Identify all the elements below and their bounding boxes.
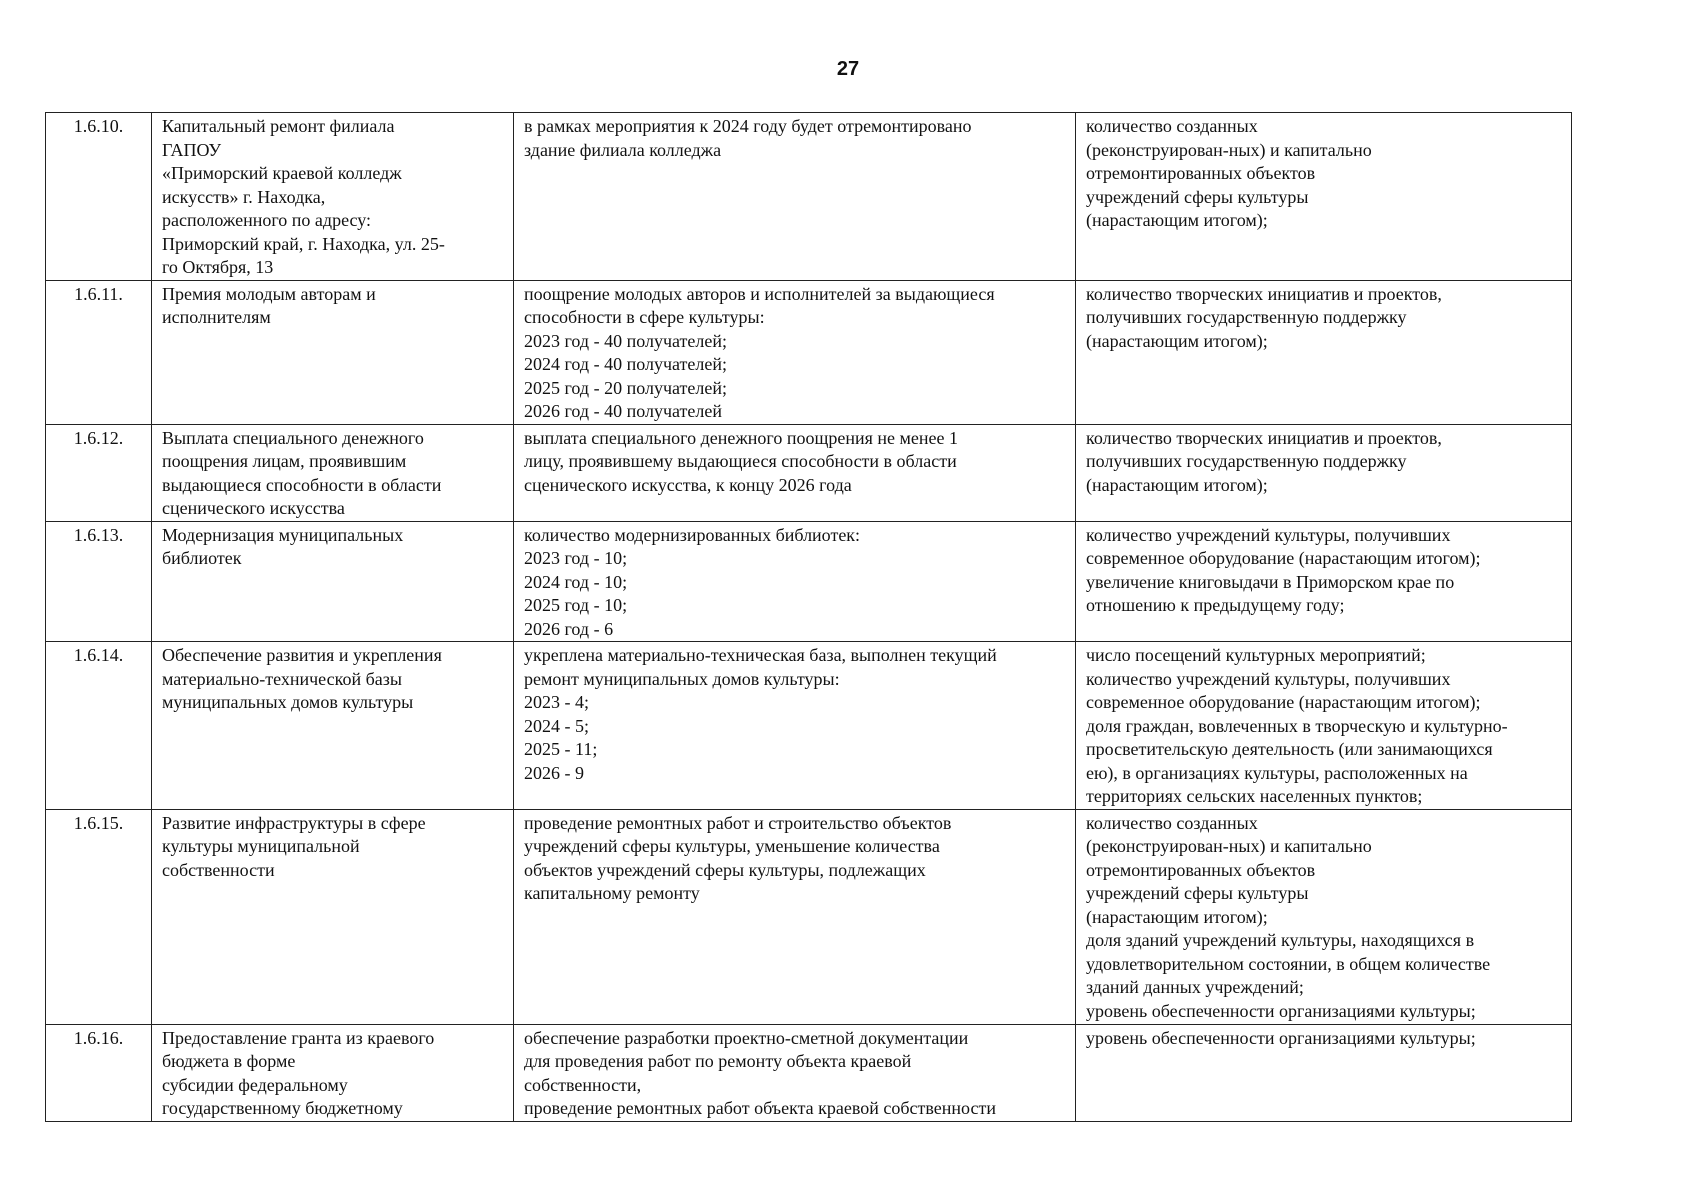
row-number-cell (46, 809, 152, 1024)
measure-name-line: собственности (162, 859, 275, 880)
measure-name-line: материально-технической базы (162, 668, 402, 689)
indicator-line: получивших государственную поддержку (1086, 451, 1407, 471)
measure-name-cell (152, 642, 514, 810)
indicator-line: доля зданий учреждений культуры, находящихся в (1086, 930, 1475, 950)
expected-result-line: поощрение молодых авторов и исполнителей за выдающиеся (524, 283, 995, 304)
measure-name-cell (152, 809, 514, 1024)
indicator-line: получивших государственную поддержку (1086, 307, 1407, 327)
indicator-line: (нарастающим итогом); (1086, 330, 1268, 351)
row-number-cell (46, 424, 152, 521)
measure-name-line: Обеспечение развития и укрепления (162, 645, 442, 665)
expected-result-line: способности в сфере культуры: (524, 307, 765, 327)
indicator-line: (нарастающим итогом); (1086, 474, 1268, 495)
indicator-line: учреждений сферы культуры (1086, 883, 1309, 903)
measure-name-line: Модернизация муниципальных (162, 524, 404, 545)
table-row (46, 280, 1572, 424)
measure-name-line: исполнителям (162, 307, 271, 327)
expected-result-cell (514, 280, 1076, 424)
indicator-cell (1076, 642, 1572, 810)
measure-name-line: го Октября, 13 (162, 257, 274, 277)
expected-result-line: 2025 - 11; (524, 739, 598, 759)
row-number-cell (46, 113, 152, 281)
indicator-line: (реконструирован-ных) и капитально (1086, 139, 1372, 160)
indicator-line: количество созданных (1086, 116, 1258, 136)
indicator-line: (реконструирован-ных) и капитально (1086, 836, 1372, 856)
measure-name-line: искусств» г. Находка, (162, 186, 326, 207)
expected-result-line: капитальному ремонту (524, 883, 700, 903)
measure-name-cell (152, 280, 514, 424)
table-row (46, 809, 1572, 1024)
measure-name-line: бюджета в форме (162, 1051, 296, 1071)
indicator-line: зданий данных учреждений; (1086, 977, 1304, 997)
expected-result-line: количество модернизированных библиотек: (524, 524, 861, 545)
measure-name-line: сценического искусства (162, 498, 345, 518)
indicator-line: современное оборудование (нарастающим итогом); (1086, 548, 1481, 568)
indicator-line: удовлетворительном состоянии, в общем количестве (1086, 953, 1491, 974)
expected-result-line: в рамках мероприятия к 2024 году будет отремонтировано (524, 116, 972, 136)
expected-result-line: обеспечение разработки проектно-сметной документации (524, 1027, 969, 1048)
measure-name-cell (152, 1024, 514, 1121)
indicator-cell (1076, 280, 1572, 424)
expected-result-line: проведение ремонтных работ и строительство объектов (524, 812, 952, 833)
expected-result-line: учреждений сферы культуры, уменьшение количества (524, 836, 940, 856)
indicator-line: (нарастающим итогом); (1086, 906, 1268, 927)
row-number: 1.6.12. (73, 427, 124, 448)
indicator-line: современное оборудование (нарастающим итогом); (1086, 692, 1481, 712)
expected-result-line: 2026 год - 6 (524, 618, 614, 639)
expected-result-line: ремонт муниципальных домов культуры: (524, 668, 840, 689)
expected-result-line: лицу, проявившему выдающиеся способности в области (524, 451, 957, 471)
expected-result-line: 2024 год - 10; (524, 571, 628, 592)
indicator-line: количество творческих инициатив и проектов, (1086, 283, 1442, 304)
measure-name-line: расположенного по адресу: (162, 210, 372, 230)
measure-name-line: муниципальных домов культуры (162, 692, 414, 712)
measure-name-line: библиотек (162, 548, 242, 568)
measure-name-line: Предоставление гранта из краевого (162, 1027, 435, 1048)
measure-name-line: Приморский край, г. Находка, ул. 25- (162, 233, 445, 254)
measure-name-line: субсидии федеральному (162, 1074, 348, 1095)
row-number-cell (46, 642, 152, 810)
row-number: 1.6.10. (73, 116, 124, 136)
measure-name-line: «Приморский краевой колледж (162, 163, 402, 183)
expected-result-line: собственности, (524, 1074, 642, 1095)
indicator-line: (нарастающим итогом); (1086, 210, 1268, 230)
row-number-cell (46, 521, 152, 642)
expected-result-line: 2023 год - 10; (524, 548, 628, 568)
indicator-line: отремонтированных объектов (1086, 859, 1316, 880)
expected-result-line: 2024 - 5; (524, 715, 589, 736)
page-number: 27 (836, 58, 860, 80)
expected-result-line: 2025 год - 20 получателей; (524, 377, 727, 398)
expected-result-cell (514, 642, 1076, 810)
measure-name-line: Премия молодым авторам и (162, 283, 376, 304)
indicator-cell (1076, 521, 1572, 642)
measure-name-cell (152, 113, 514, 281)
expected-result-line: 2023 - 4; (524, 692, 589, 712)
row-number: 1.6.14. (73, 645, 124, 665)
expected-result-line: выплата специального денежного поощрения не менее 1 (524, 427, 959, 448)
row-number: 1.6.16. (73, 1027, 124, 1048)
expected-result-line: здание филиала колледжа (524, 139, 722, 160)
measure-name-line: культуры муниципальной (162, 836, 360, 856)
indicator-line: территориях сельских населенных пунктов; (1086, 786, 1423, 806)
row-number-cell (46, 1024, 152, 1121)
expected-result-cell (514, 809, 1076, 1024)
expected-result-cell (514, 521, 1076, 642)
indicator-line: количество учреждений культуры, получивших (1086, 668, 1451, 689)
measure-name-cell (152, 424, 514, 521)
expected-result-line: 2023 год - 40 получателей; (524, 330, 727, 351)
indicator-line: число посещений культурных мероприятий; (1086, 645, 1426, 665)
indicator-line: количество учреждений культуры, получивших (1086, 524, 1451, 545)
table-body (46, 113, 1572, 1122)
measure-name-line: выдающиеся способности в области (162, 474, 442, 495)
measure-name-line: ГАПОУ (162, 139, 222, 160)
expected-result-cell (514, 113, 1076, 281)
table-row (46, 642, 1572, 810)
row-number-cell (46, 280, 152, 424)
table-row (46, 521, 1572, 642)
measure-name-line: поощрения лицам, проявившим (162, 451, 407, 471)
measure-name-line: Капитальный ремонт филиала (162, 116, 395, 136)
indicator-line: отношению к предыдущему году; (1086, 595, 1345, 615)
indicator-cell (1076, 1024, 1572, 1121)
row-number: 1.6.15. (73, 812, 124, 833)
indicator-cell (1076, 113, 1572, 281)
indicator-line: увеличение книговыдачи в Приморском крае по (1086, 571, 1455, 592)
indicator-cell (1076, 809, 1572, 1024)
indicator-line: количество творческих инициатив и проектов, (1086, 427, 1442, 448)
indicator-cell (1076, 424, 1572, 521)
indicator-line: учреждений сферы культуры (1086, 186, 1309, 207)
measure-name-cell (152, 521, 514, 642)
indicator-line: отремонтированных объектов (1086, 163, 1316, 183)
expected-result-line: 2026 год - 40 получателей (524, 401, 722, 421)
table-row (46, 424, 1572, 521)
measure-name-line: государственному бюджетному (162, 1098, 403, 1118)
indicator-line: доля граждан, вовлеченных в творческую и культурно- (1086, 715, 1508, 736)
expected-result-line: объектов учреждений сферы культуры, подлежащих (524, 859, 926, 880)
expected-result-line: для проведения работ по ремонту объекта краевой (524, 1051, 912, 1071)
expected-result-line: 2026 - 9 (524, 762, 584, 783)
row-number: 1.6.13. (73, 524, 124, 545)
expected-result-line: укреплена материально-техническая база, выполнен текущий (524, 645, 997, 665)
indicator-line: ею), в организациях культуры, расположенных на (1086, 762, 1468, 783)
table-row (46, 1024, 1572, 1121)
table-row (46, 113, 1572, 281)
measure-name-line: Развитие инфраструктуры в сфере (162, 812, 426, 833)
expected-result-line: 2024 год - 40 получателей; (524, 354, 727, 374)
measures-table (45, 112, 1572, 1122)
indicator-line: уровень обеспеченности организациями культуры; (1086, 1027, 1476, 1048)
indicator-line: просветительскую деятельность (или занимающихся (1086, 739, 1493, 759)
expected-result-cell (514, 1024, 1076, 1121)
measure-name-line: Выплата специального денежного (162, 427, 424, 448)
row-number: 1.6.11. (74, 283, 123, 304)
indicator-line: уровень обеспеченности организациями культуры; (1086, 1000, 1476, 1021)
expected-result-line: 2025 год - 10; (524, 595, 628, 615)
expected-result-line: проведение ремонтных работ объекта краевой собственности (524, 1098, 996, 1118)
expected-result-cell (514, 424, 1076, 521)
expected-result-line: сценического искусства, к концу 2026 года (524, 474, 852, 495)
indicator-line: количество созданных (1086, 812, 1258, 833)
